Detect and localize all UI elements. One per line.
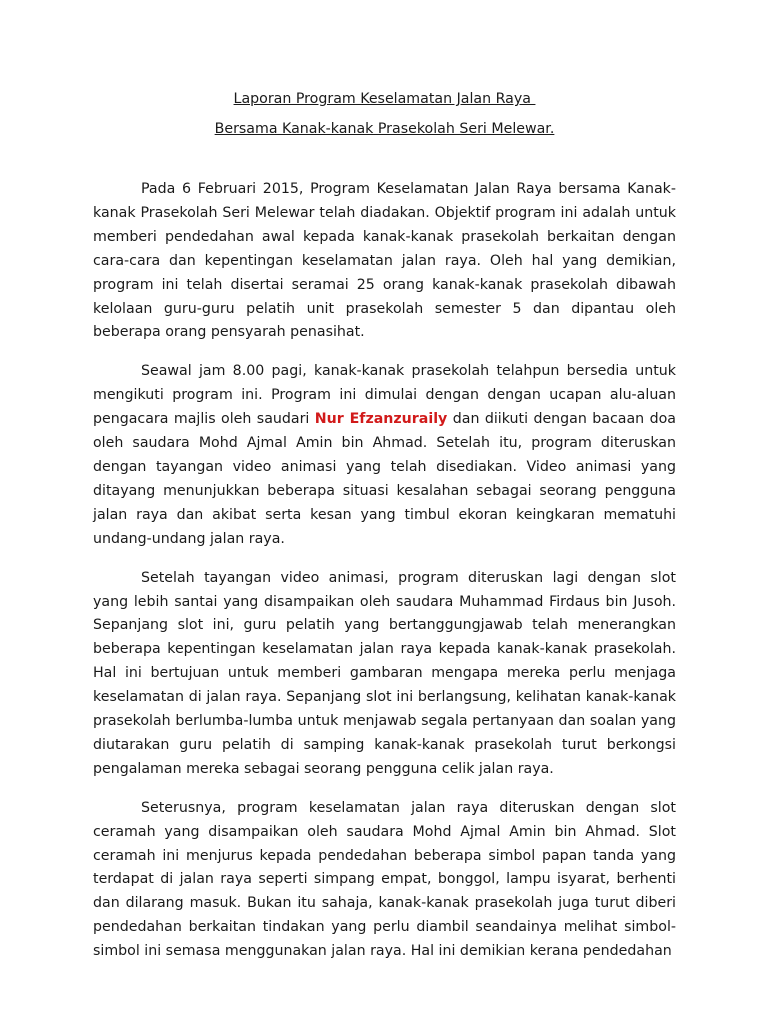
paragraph-2 xyxy=(93,360,676,551)
report-body xyxy=(93,178,676,964)
paragraph-3 xyxy=(93,567,676,782)
paragraph-1-text: Pada 6 Februari 2015, Program Keselamatan Jalan Raya bersama Kanak-kanak Prasekolah Seri Melewar telah diadakan. Objektif program ini adalah untuk memberi pendedahan awal kepada kanak-kanak prasekolah berkaitan dengan cara-cara dan kepentingan keselamatan jalan raya. Oleh hal yang demikian, program ini telah disertai seramai 25 orang kanak-kanak prasekolah dibawah kelolaan guru-guru pelatih unit prasekolah semester 5 dan dipantau oleh beberapa orang pensyarah penasihat. xyxy=(93,181,676,341)
paragraph-1 xyxy=(93,178,676,345)
paragraph-3-text: Setelah tayangan video animasi, program diteruskan lagi dengan slot yang lebih santai yang disampaikan oleh saudara Muhammad Firdaus bin Jusoh. Sepanjang slot ini, guru pelatih yang bertanggungjawab telah menerangkan beberapa kepentingan keselamatan jalan raya kepada kanak-kanak prasekolah. Hal ini bertujuan untuk memberi gambaran mengapa mereka perlu menjaga keselamatan di jalan raya. Sepanjang slot ini berlangsung, kelihatan kanak-kanak prasekolah berlumba-lumba untuk menjawab segala pertanyaan dan soalan yang diutarakan guru pelatih di samping kanak-kanak prasekolah turut berkongsi pengalaman mereka sebagai seorang pengguna celik jalan raya. xyxy=(93,569,676,777)
report-title-line-2: Bersama Kanak-kanak Prasekolah Seri Melewar. xyxy=(214,121,555,137)
paragraph-4 xyxy=(93,797,676,964)
paragraph-2-text-after: dan diikuti dengan bacaan doa oleh saudara Mohd Ajmal Amin bin Ahmad. Setelah itu, program diteruskan dengan tayangan video animasi yang telah disediakan. Video animasi yang ditayang menunjukkan beberapa situasi kesalahan sebagai seorang pengguna jalan raya dan akibat serta kesan yang timbul ekoran keingkaran mematuhi undang-undang jalan raya. xyxy=(93,411,676,547)
paragraph-2-text-before: Seawal jam 8.00 pagi, kanak-kanak prasekolah telahpun bersedia untuk mengikuti program ini. Program ini dimulai dengan dengan ucapan alu-aluan pengacara majlis oleh saudari xyxy=(93,363,676,428)
paragraph-4-text: Seterusnya, program keselamatan jalan raya diteruskan dengan slot ceramah yang disampaikan oleh saudara Mohd Ajmal Amin bin Ahmad. Slot ceramah ini menjurus kepada pendedahan beberapa simbol papan tanda yang terdapat di jalan raya seperti simpang empat, bonggol, lampu isyarat, berhenti dan dilarang masuk. Bukan itu sahaja, kanak-kanak prasekolah juga turut diberi pendedahan berkaitan tindakan yang perlu diambil seandainya melihat simbol-simbol ini semasa menggunakan jalan raya. Hal ini demikian kerana pendedahan xyxy=(93,799,676,960)
report-title-line-1: Laporan Program Keselamatan Jalan Raya xyxy=(233,91,536,107)
highlighted-name: Nur Efzanzuraily xyxy=(314,411,448,428)
